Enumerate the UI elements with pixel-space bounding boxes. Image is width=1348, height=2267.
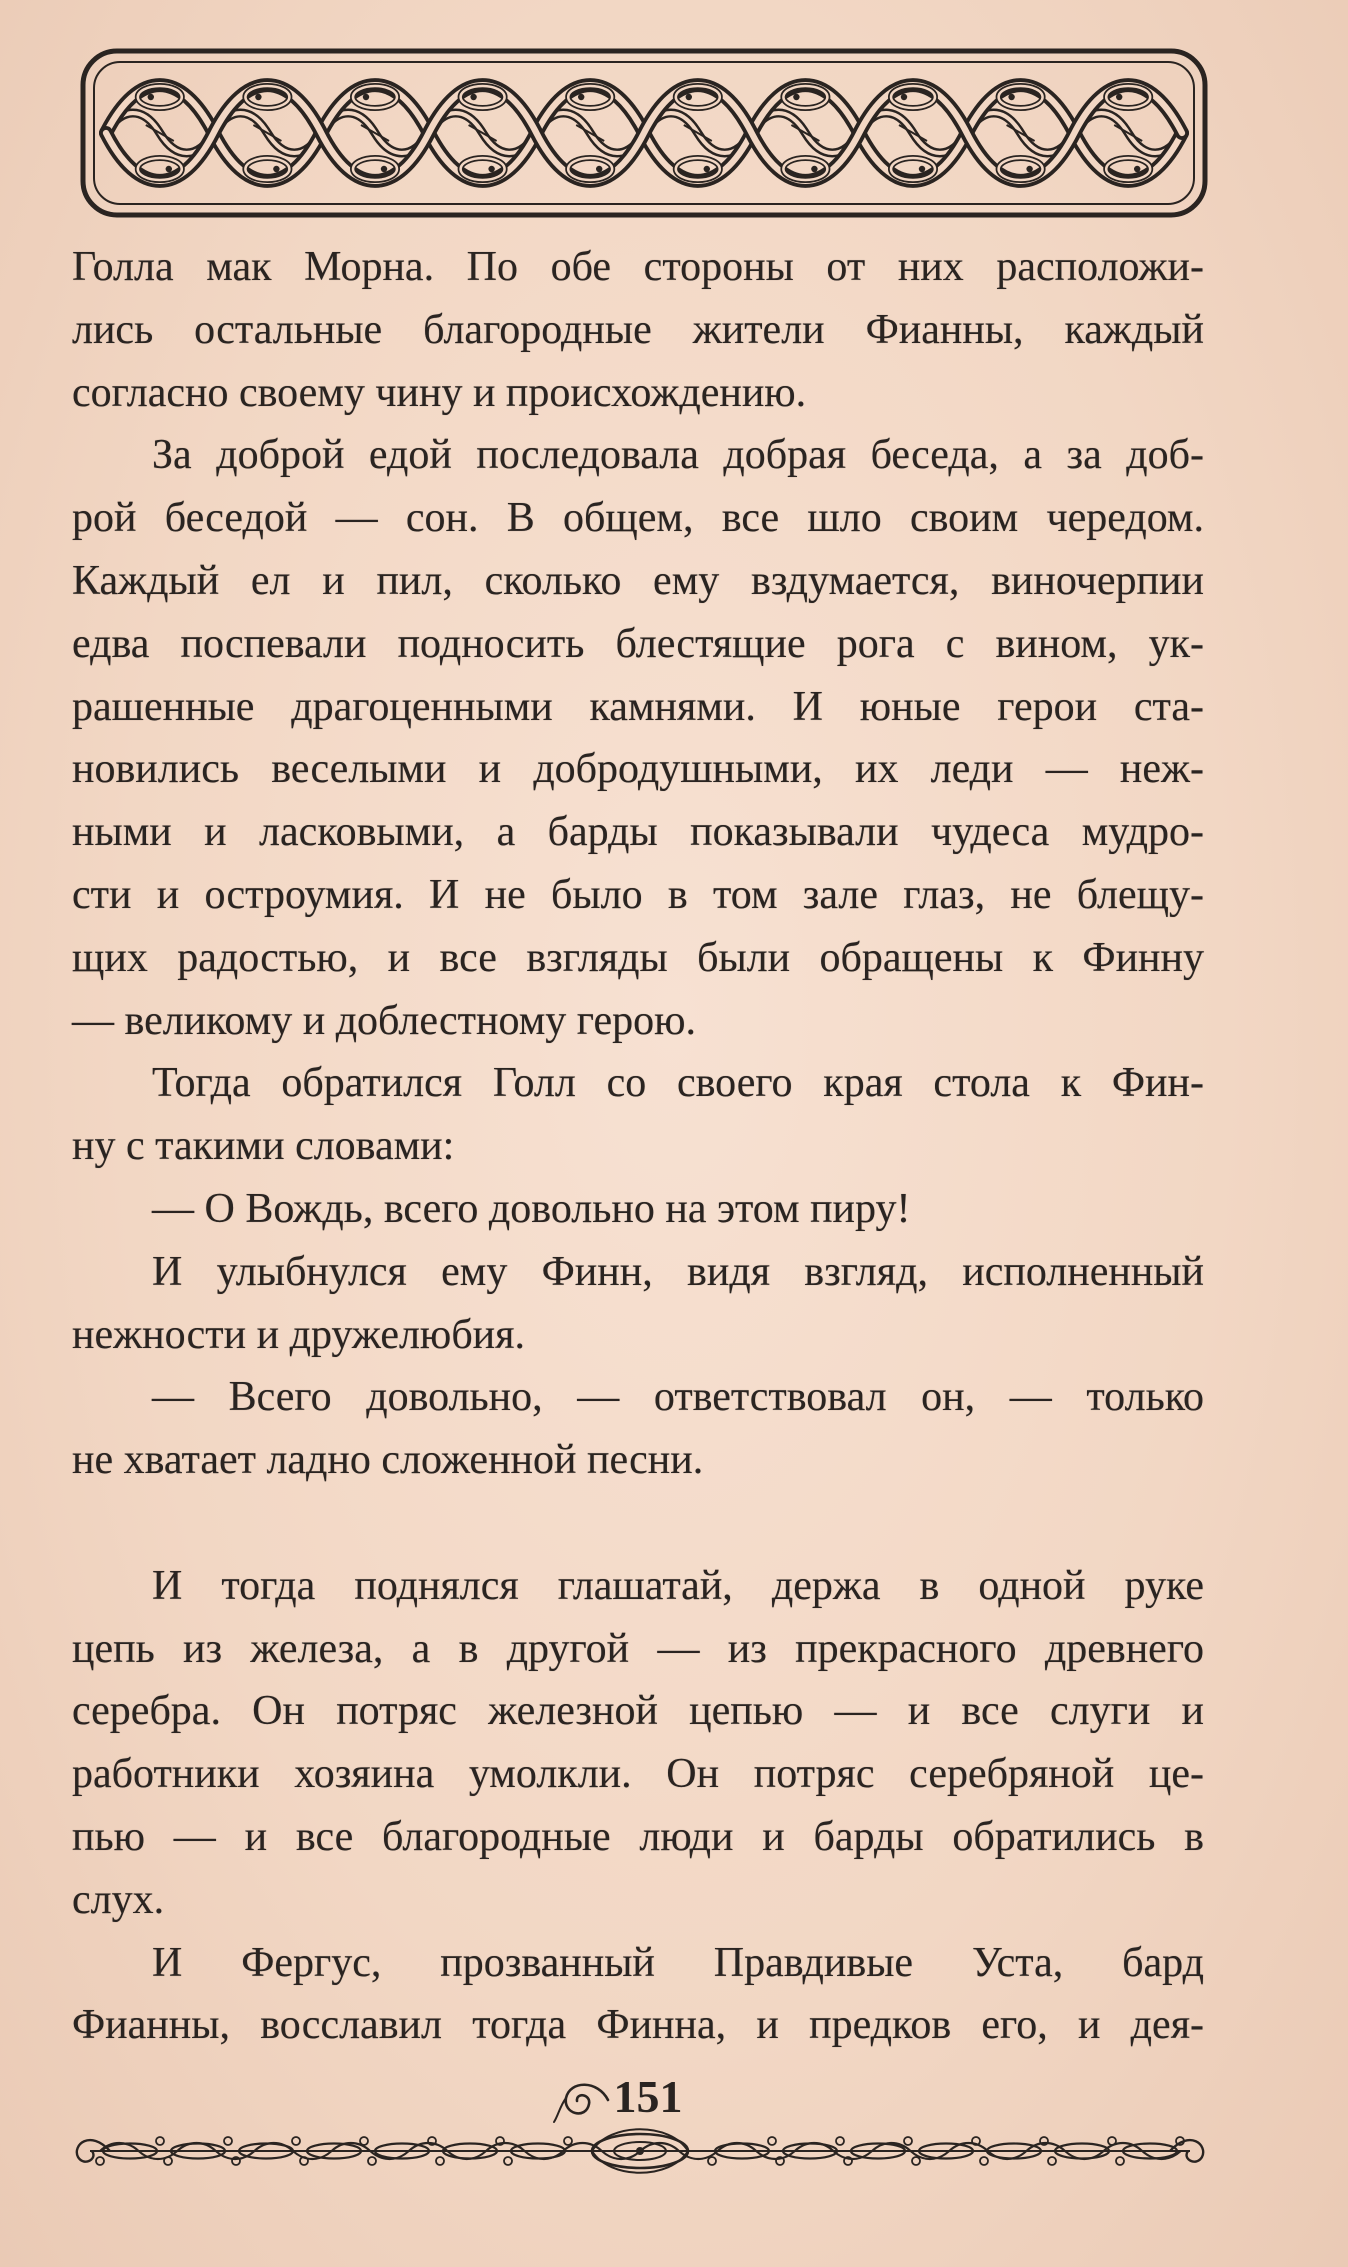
- text-line: И улыбнулся ему Финн, видя взгляд, исполненный: [152, 1248, 1204, 1295]
- text-line: пью — и все благородные люди и барды обратились в: [72, 1813, 1204, 1860]
- text-line: И Фергус, прозванный Правдивые Уста, бард: [152, 1939, 1204, 1986]
- text-line: едва поспевали подносить блестящие рога с вином, ук-: [72, 620, 1204, 667]
- paragraph: [72, 424, 1204, 1052]
- text-line: сти и остроумия. И не было в том зале глаз, не блещу-: [72, 871, 1204, 918]
- text-line: Фианны, восславил тогда Финна, и предков его, и дея-: [72, 2002, 1204, 2049]
- text-line: слух.: [72, 1876, 165, 1923]
- paragraph: [72, 236, 1204, 424]
- text-line: нежности и дружелюбия.: [72, 1311, 525, 1358]
- text-line: работники хозяина умолкли. Он потряс серебряной це-: [72, 1751, 1204, 1798]
- text-line: рой беседой — сон. В общем, все шло своим чередом.: [72, 495, 1204, 542]
- text-line: серебра. Он потряс железной цепью — и все слуги и: [72, 1688, 1204, 1735]
- text-line: цепь из железа, а в другой — из прекрасного древнего: [72, 1625, 1204, 1672]
- celtic-knot-border-ornament: [80, 48, 1208, 218]
- scroll-ornament-footer: [70, 2118, 1210, 2184]
- text-line: — великому и доблестному герою.: [72, 997, 696, 1044]
- paragraph: [72, 1241, 1204, 1367]
- paragraph: [72, 1366, 1204, 1492]
- text-line: согласно своему чину и происхождению.: [72, 369, 807, 416]
- text-line: Голла мак Морна. По обе стороны от них расположи-: [72, 244, 1204, 290]
- text-line: рашенные драгоценными камнями. И юные герои ста-: [72, 683, 1204, 730]
- text-line: — Всего довольно, — ответствовал он, — только: [152, 1374, 1204, 1421]
- paragraph: [72, 1052, 1204, 1178]
- body-text: [72, 236, 1204, 2057]
- page-number: 151: [613, 2071, 683, 2122]
- text-line: — О Вождь, всего довольно на этом пиру!: [152, 1185, 911, 1232]
- text-line: лись остальные благородные жители Фианны, каждый: [72, 306, 1204, 353]
- text-line: новились веселыми и добродушными, их леди — неж-: [72, 746, 1204, 793]
- text-line: щих радостью, и все взгляды были обращены к Финну: [72, 934, 1204, 981]
- text-line: Тогда обратился Голл со своего края стола к Фин-: [152, 1060, 1204, 1107]
- text-line: И тогда поднялся глашатай, держа в одной руке: [152, 1562, 1204, 1609]
- text-line: За доброй едой последовала добрая беседа, а за доб-: [152, 432, 1204, 479]
- paragraph: [72, 1555, 1204, 1932]
- paragraph: [72, 1932, 1204, 2058]
- text-line: не хватает ладно сложенной песни.: [72, 1437, 704, 1484]
- text-line: Каждый ел и пил, сколько ему вздумается, виночерпии: [72, 557, 1204, 604]
- text-line: ными и ласковыми, а барды показывали чудеса мудро-: [72, 809, 1204, 856]
- paragraph: [72, 1178, 1204, 1241]
- text-line: ну с такими словами:: [72, 1123, 455, 1170]
- section-gap: [72, 1492, 1204, 1555]
